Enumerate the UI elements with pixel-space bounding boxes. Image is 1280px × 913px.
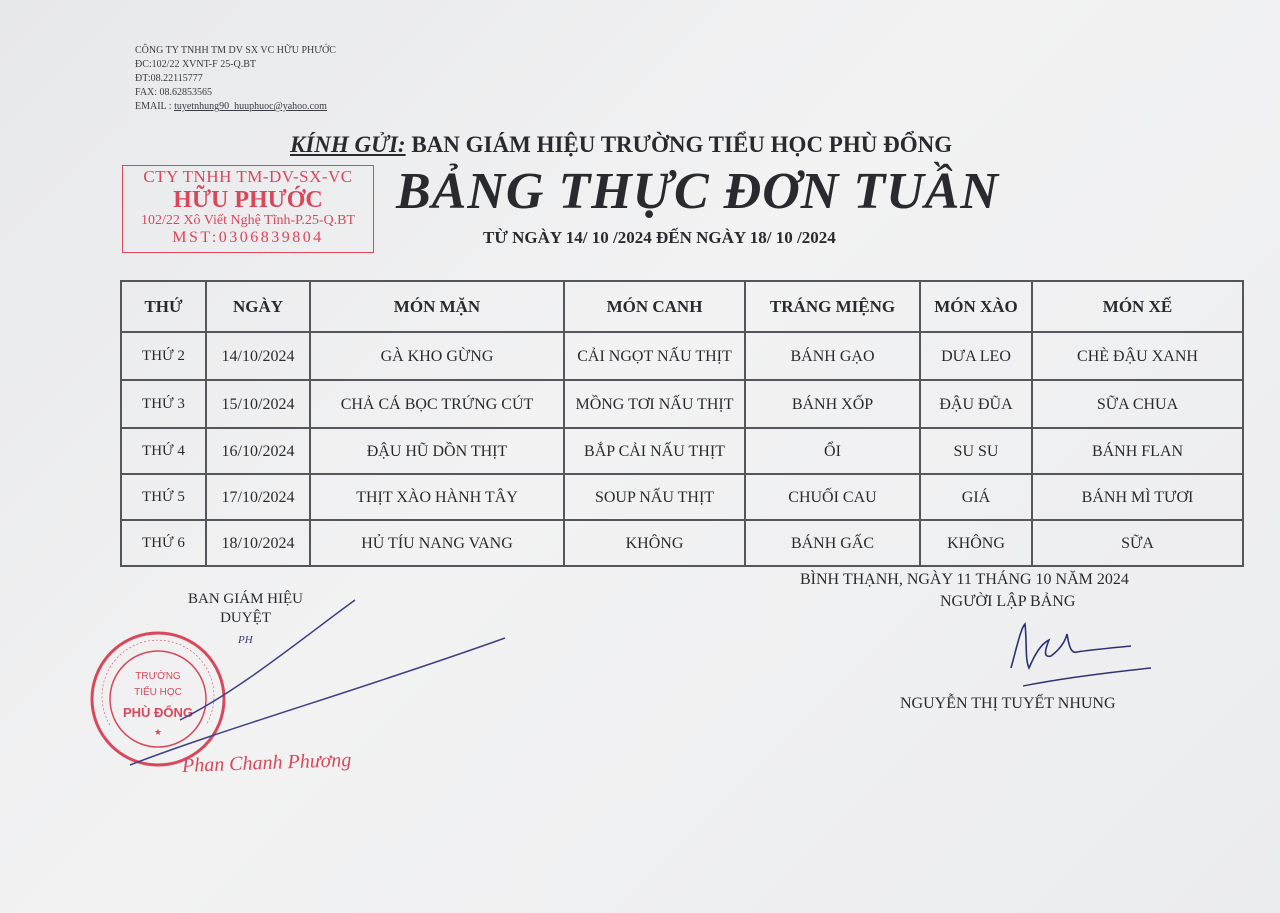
cell-trang-mieng: BÁNH XỐP (745, 380, 920, 428)
header-mon-xao: MÓN XÀO (920, 281, 1032, 332)
cell-mon-man: GÀ KHO GỪNG (310, 332, 564, 380)
menu-table (120, 280, 1244, 567)
cell-day: THỨ 6 (121, 520, 206, 566)
cell-mon-canh: BẮP CẢI NẤU THỊT (564, 428, 745, 474)
cell-trang-mieng: BÁNH GẠO (745, 332, 920, 380)
company-phone: ĐT:08.22115777 (135, 73, 203, 84)
cell-day: THỨ 5 (121, 474, 206, 520)
table-row (121, 520, 1243, 566)
cell-mon-xao: KHÔNG (920, 520, 1032, 566)
stamp-line-4: MST:0306839804 (172, 229, 324, 246)
cell-trang-mieng: BÁNH GẤC (745, 520, 920, 566)
place-date: BÌNH THẠNH, NGÀY 11 THÁNG 10 NĂM 2024 (800, 571, 1129, 588)
school-seal (88, 629, 228, 769)
cell-mon-man: CHẢ CÁ BỌC TRỨNG CÚT (310, 380, 564, 428)
table-header-row (121, 281, 1243, 332)
recipient-label: KÍNH GỬI: (290, 132, 406, 157)
cell-mon-canh: MỒNG TƠI NẤU THỊT (564, 380, 745, 428)
company-fax: FAX: 08.62853565 (135, 87, 213, 98)
email-label: EMAIL : (135, 101, 175, 112)
svg-text:TIỂU HỌC: TIỂU HỌC (134, 687, 182, 698)
cell-mon-canh: KHÔNG (564, 520, 745, 566)
recipient-line (290, 132, 952, 158)
approval-line-1: BAN GIÁM HIỆU (188, 591, 303, 607)
cell-mon-xe: SỮA CHUA (1032, 380, 1243, 428)
cell-date: 14/10/2024 (206, 332, 310, 380)
svg-text:TRƯỜNG: TRƯỜNG (135, 671, 181, 682)
table-row (121, 332, 1243, 380)
email-link[interactable]: tuyetnhung90_huuphuoc@yahoo.com (174, 101, 327, 112)
header-trang-mieng: TRÁNG MIỆNG (745, 281, 920, 332)
stamp-line-2: HỮU PHƯỚC (173, 187, 323, 213)
stamp-line-1: CTY TNHH TM-DV-SX-VC (143, 167, 353, 186)
recipient-text: BAN GIÁM HIỆU TRƯỜNG TIỂU HỌC PHÙ ĐỔNG (405, 132, 953, 157)
creator-signature (1003, 616, 1163, 691)
cell-mon-man: HỦ TÍU NANG VANG (310, 520, 564, 566)
cell-date: 17/10/2024 (206, 474, 310, 520)
cell-day: THỨ 2 (121, 332, 206, 380)
date-range: TỪ NGÀY 14/ 10 /2024 ĐẾN NGÀY 18/ 10 /2024 (483, 228, 836, 247)
header-thu: THỨ (121, 281, 206, 332)
cell-day: THỨ 3 (121, 380, 206, 428)
company-name: CÔNG TY TNHH TM DV SX VC HỮU PHƯỚC (135, 45, 336, 56)
stamp-line-3: 102/22 Xô Viết Nghệ Tĩnh-P.25-Q.BT (140, 213, 356, 228)
cell-mon-xe: CHÈ ĐẬU XANH (1032, 332, 1243, 380)
cell-mon-xao: GIÁ (920, 474, 1032, 520)
cell-trang-mieng: CHUỐI CAU (745, 474, 920, 520)
approval-line-2: DUYỆT (220, 610, 271, 626)
table-row (121, 428, 1243, 474)
cell-mon-man: ĐẬU HŨ DỒN THỊT (310, 428, 564, 474)
cell-mon-xe: BÁNH FLAN (1032, 428, 1243, 474)
table-row (121, 380, 1243, 428)
header-mon-xe: MÓN XẾ (1032, 281, 1243, 332)
cell-date: 15/10/2024 (206, 380, 310, 428)
cell-day: THỨ 4 (121, 428, 206, 474)
cell-date: 18/10/2024 (206, 520, 310, 566)
cell-mon-canh: SOUP NẤU THỊT (564, 474, 745, 520)
cell-trang-mieng: ỔI (745, 428, 920, 474)
company-email-line (135, 100, 336, 114)
cell-mon-canh: CẢI NGỌT NẤU THỊT (564, 332, 745, 380)
approval-label (188, 590, 303, 628)
page-title: BẢNG THỰC ĐƠN TUẦN (396, 163, 999, 220)
cell-date: 16/10/2024 (206, 428, 310, 474)
seal-signer: Phan Chanh Phương (181, 749, 352, 777)
header-ngay: NGÀY (206, 281, 310, 332)
svg-text:PHÙ ĐỔNG: PHÙ ĐỔNG (122, 705, 194, 720)
cell-mon-xao: ĐẬU ĐŨA (920, 380, 1032, 428)
cell-mon-xao: SU SU (920, 428, 1032, 474)
company-stamp (122, 165, 374, 253)
header-mon-canh: MÓN CANH (564, 281, 745, 332)
cell-mon-man: THỊT XÀO HÀNH TÂY (310, 474, 564, 520)
table-row (121, 474, 1243, 520)
company-address: ĐC:102/22 XVNT-F 25-Q.BT (135, 59, 257, 70)
creator-name: NGUYỄN THỊ TUYẾT NHUNG (900, 695, 1116, 712)
svg-text:★: ★ (153, 727, 163, 737)
cell-mon-xao: DƯA LEO (920, 332, 1032, 380)
approval-initial: PH (238, 634, 253, 646)
creator-role: NGƯỜI LẬP BẢNG (940, 593, 1076, 610)
cell-mon-xe: SỮA (1032, 520, 1243, 566)
company-header (135, 44, 336, 114)
header-mon-man: MÓN MẶN (310, 281, 564, 332)
cell-mon-xe: BÁNH MÌ TƯƠI (1032, 474, 1243, 520)
